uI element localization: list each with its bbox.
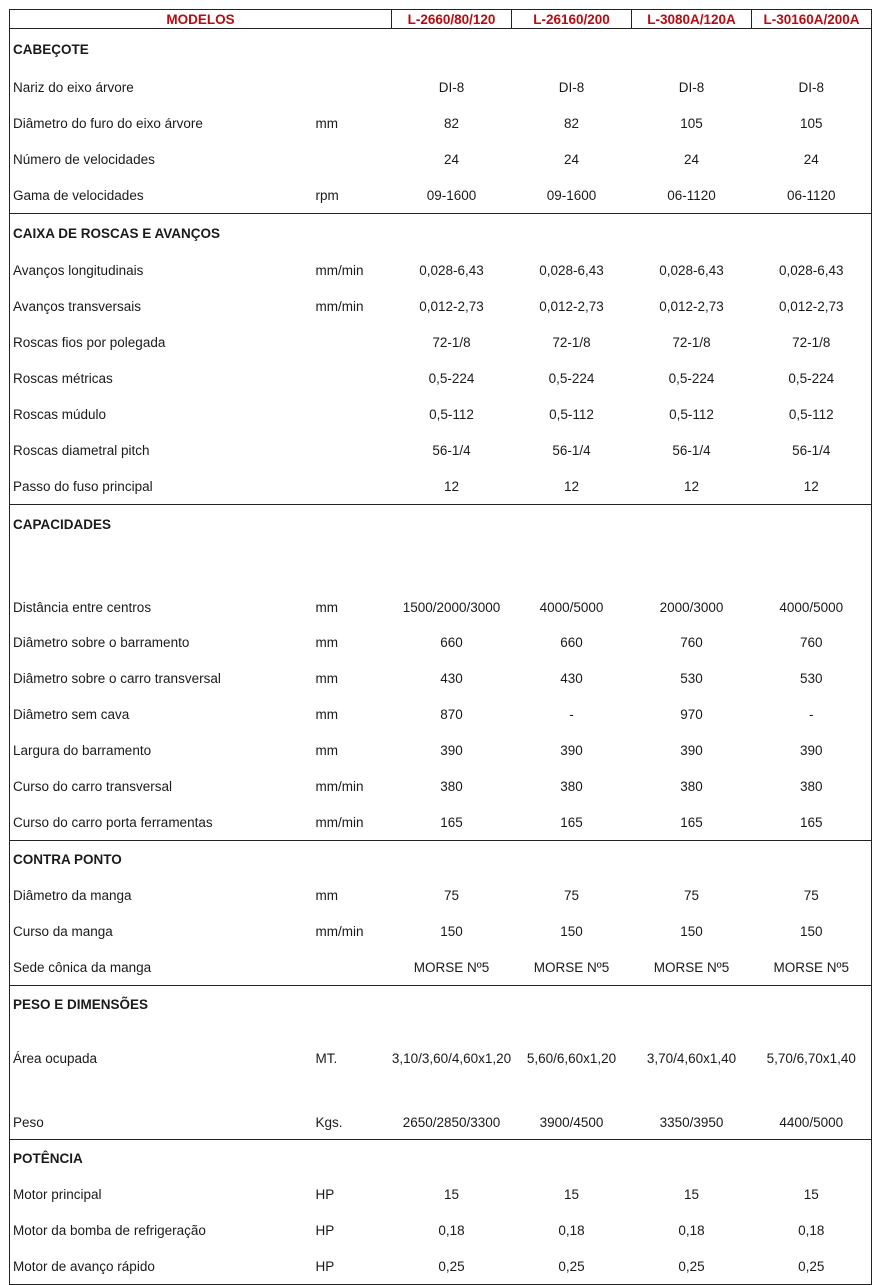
model-header: L-3080A/120A [632, 10, 752, 29]
spec-value: 870 [440, 706, 463, 722]
spec-value: 72-1/8 [552, 334, 591, 350]
spec-unit [312, 468, 392, 505]
spec-value: DI-8 [678, 79, 705, 95]
spec-value: 06-1120 [786, 187, 836, 203]
spec-row [10, 177, 872, 214]
spec-value: 1500/2000/3000 [402, 600, 501, 615]
spec-unit: mm/min [315, 778, 364, 794]
spec-row [10, 804, 872, 841]
spec-value: 4000/5000 [539, 600, 604, 615]
spec-label: Diâmetro sobre o barramento [13, 634, 190, 650]
spec-row [10, 543, 872, 624]
spec-label: Área ocupada [13, 1050, 98, 1066]
spec-label: Peso [13, 1115, 44, 1130]
spec-value: 24 [564, 151, 580, 167]
spec-unit: mm [315, 600, 338, 615]
spec-value: 390 [440, 742, 463, 758]
model-header: L-26160/200 [512, 10, 632, 29]
spec-value: 56-1/4 [552, 442, 591, 458]
spec-value: 970 [680, 706, 703, 722]
spec-value: 75 [444, 887, 460, 903]
spec-value: 2000/3000 [659, 600, 724, 615]
section-header-row [10, 29, 872, 70]
spec-row [10, 768, 872, 804]
spec-value: 82 [444, 115, 460, 131]
spec-value: 430 [440, 670, 463, 686]
spec-label: Nariz do eixo árvore [13, 79, 134, 95]
spec-value: 430 [560, 670, 583, 686]
spec-value: 0,5-224 [428, 370, 475, 386]
spec-value: MORSE Nº5 [653, 959, 730, 975]
spec-row [10, 69, 872, 105]
spec-value: 0,5-112 [788, 406, 834, 422]
spec-value: 5,70/6,70x1,40 [766, 1050, 856, 1066]
model-header: L-2660/80/120 [392, 10, 512, 29]
spec-row [10, 913, 872, 949]
spec-label: Largura do barramento [13, 742, 152, 758]
spec-value: 0,18 [798, 1222, 825, 1238]
spec-unit: MT. [315, 1050, 338, 1066]
spec-row [10, 1094, 872, 1140]
spec-unit: mm/min [315, 814, 364, 830]
spec-value: 15 [444, 1186, 460, 1202]
spec-value: 380 [560, 778, 583, 794]
spec-label: Roscas diametral pitch [13, 442, 150, 458]
spec-label: Curso da manga [13, 923, 113, 939]
spec-row [10, 660, 872, 696]
spec-value: 390 [680, 742, 703, 758]
spec-value: 75 [803, 887, 819, 903]
spec-value: 12 [684, 478, 700, 494]
spec-label: Número de velocidades [13, 151, 155, 167]
spec-label: Curso do carro transversal [13, 778, 173, 794]
spec-unit: Kgs. [315, 1115, 343, 1130]
spec-value: 390 [560, 742, 583, 758]
spec-value: 15 [564, 1186, 580, 1202]
spec-row [10, 696, 872, 732]
spec-row [10, 1212, 872, 1248]
spec-value: 165 [680, 814, 703, 830]
spec-unit: mm/min [315, 262, 364, 278]
section-title: PESO E DIMENSÕES [10, 986, 872, 1023]
spec-value: 0,5-224 [668, 370, 715, 386]
spec-value: 75 [684, 887, 700, 903]
spec-value: 150 [560, 923, 583, 939]
spec-row [10, 396, 872, 432]
spec-row [10, 105, 872, 141]
spec-unit: mm [315, 706, 338, 722]
section-header-row [10, 214, 872, 253]
spec-value: 0,25 [798, 1258, 825, 1274]
spec-value: 4400/5000 [779, 1115, 844, 1130]
spec-body [10, 29, 872, 1285]
spec-value: 165 [560, 814, 583, 830]
spec-unit: rpm [315, 187, 339, 203]
spec-value: 56-1/4 [792, 442, 831, 458]
spec-unit [312, 949, 392, 986]
spec-row [10, 468, 872, 505]
spec-value: 0,18 [558, 1222, 585, 1238]
spec-table [9, 9, 872, 1285]
spec-unit [312, 69, 392, 105]
spec-value: 0,028-6,43 [659, 262, 724, 278]
spec-value: 24 [803, 151, 819, 167]
section-title: CONTRA PONTO [10, 841, 872, 878]
spec-value: 660 [440, 634, 463, 650]
spec-value: 24 [444, 151, 460, 167]
spec-row [10, 949, 872, 986]
spec-unit: mm [315, 115, 338, 131]
spec-value: 12 [564, 478, 580, 494]
spec-value: DI-8 [798, 79, 825, 95]
spec-label: Diâmetro sem cava [13, 706, 130, 722]
spec-value: 0,012-2,73 [659, 298, 724, 314]
spec-value: 380 [440, 778, 463, 794]
spec-unit: HP [315, 1258, 335, 1274]
spec-value: 09-1600 [546, 187, 597, 203]
spec-unit: mm [315, 742, 338, 758]
spec-label: Diâmetro da manga [13, 887, 132, 903]
spec-unit: mm/min [315, 923, 364, 939]
spec-value: 24 [684, 151, 700, 167]
spec-value: 82 [564, 115, 580, 131]
spec-value: 06-1120 [667, 187, 716, 203]
spec-value: 530 [800, 670, 823, 686]
spec-value: 380 [800, 778, 823, 794]
spec-label: Roscas múdulo [13, 406, 107, 422]
spec-label: Sede cônica da manga [13, 959, 152, 975]
spec-value: 0,5-224 [548, 370, 595, 386]
spec-unit: mm [315, 887, 338, 903]
spec-label: Motor principal [13, 1186, 102, 1202]
section-header-row [10, 986, 872, 1023]
spec-label: Avanços transversais [13, 298, 142, 314]
spec-value: 150 [680, 923, 703, 939]
section-title: CAPACIDADES [10, 505, 872, 544]
spec-row [10, 288, 872, 324]
spec-value: 09-1600 [426, 187, 477, 203]
spec-value: 3,10/3,60/4,60x1,20 [391, 1050, 512, 1066]
spec-value: 530 [680, 670, 703, 686]
spec-label: Passo do fuso principal [13, 478, 153, 494]
spec-unit [312, 324, 392, 360]
spec-value: 390 [800, 742, 823, 758]
spec-value: 15 [684, 1186, 700, 1202]
spec-value: 0,5-112 [669, 406, 714, 422]
models-header: MODELOS [10, 10, 392, 29]
spec-value: 0,012-2,73 [419, 298, 484, 314]
section-header-row [10, 1140, 872, 1177]
spec-value: 0,25 [678, 1258, 705, 1274]
spec-value: 0,5-112 [549, 406, 594, 422]
spec-value: 0,028-6,43 [419, 262, 484, 278]
spec-unit: mm [315, 634, 338, 650]
section-header-row [10, 841, 872, 878]
spec-value: 150 [800, 923, 823, 939]
section-title: CABEÇOTE [13, 41, 89, 57]
spec-value: - [809, 706, 814, 722]
spec-value: MORSE Nº5 [533, 959, 610, 975]
spec-value: 72-1/8 [432, 334, 471, 350]
spec-value: 0,028-6,43 [778, 262, 844, 278]
spec-value: 0,012-2,73 [778, 298, 844, 314]
spec-value: 0,5-224 [788, 370, 835, 386]
spec-row [10, 252, 872, 288]
spec-value: 3900/4500 [539, 1115, 604, 1130]
spec-value: MORSE Nº5 [773, 959, 849, 975]
spec-unit: HP [315, 1186, 335, 1202]
spec-value: 0,25 [438, 1258, 465, 1274]
spec-unit [312, 141, 392, 177]
spec-value: 0,18 [678, 1222, 705, 1238]
spec-unit: mm [315, 670, 338, 686]
spec-value: 105 [680, 115, 703, 131]
spec-label: Motor de avanço rápido [13, 1258, 155, 1274]
spec-value: 105 [800, 115, 823, 131]
spec-value: 165 [800, 814, 823, 830]
spec-row [10, 1022, 872, 1094]
section-header-row [10, 505, 872, 544]
spec-value: 0,18 [438, 1222, 465, 1238]
spec-row [10, 1176, 872, 1212]
spec-unit: mm/min [315, 298, 364, 314]
section-title: CAIXA DE ROSCAS E AVANÇOS [10, 214, 872, 253]
model-header: L-30160A/200A [752, 10, 872, 29]
spec-unit [312, 360, 392, 396]
spec-unit: HP [315, 1222, 335, 1238]
spec-value: 15 [803, 1186, 819, 1202]
spec-label: Diâmetro do furo do eixo árvore [13, 115, 203, 131]
spec-value: DI-8 [438, 79, 465, 95]
spec-value: 56-1/4 [432, 442, 471, 458]
spec-value: DI-8 [558, 79, 585, 95]
spec-row [10, 432, 872, 468]
spec-value: 72-1/8 [792, 334, 831, 350]
spec-value: 56-1/4 [672, 442, 711, 458]
spec-row [10, 360, 872, 396]
spec-label: Avanços longitudinais [13, 262, 144, 278]
spec-row [10, 624, 872, 660]
spec-value: 150 [440, 923, 463, 939]
spec-value: 660 [560, 634, 583, 650]
spec-value: - [569, 706, 574, 722]
spec-value: 4000/5000 [779, 600, 844, 615]
section-title: POTÊNCIA [10, 1140, 872, 1177]
spec-value: 72-1/8 [672, 334, 711, 350]
spec-value: 380 [680, 778, 703, 794]
spec-value: 75 [564, 887, 580, 903]
spec-unit [312, 432, 392, 468]
spec-value: 0,5-112 [429, 406, 474, 422]
spec-label: Curso do carro porta ferramentas [13, 814, 213, 830]
spec-row [10, 732, 872, 768]
spec-value: 12 [803, 478, 819, 494]
spec-label: Motor da bomba de refrigeração [13, 1222, 206, 1238]
spec-value: 0,028-6,43 [539, 262, 604, 278]
spec-row [10, 877, 872, 913]
header-row [10, 10, 872, 29]
spec-label: Roscas métricas [13, 370, 113, 386]
spec-value: 5,60/6,60x1,20 [526, 1050, 617, 1066]
spec-value: 760 [800, 634, 823, 650]
spec-value: 12 [444, 478, 460, 494]
spec-unit [312, 396, 392, 432]
spec-label: Gama de velocidades [13, 187, 144, 203]
spec-row [10, 1248, 872, 1285]
spec-row [10, 141, 872, 177]
spec-row [10, 324, 872, 360]
spec-value: 3,70/4,60x1,40 [646, 1050, 737, 1066]
spec-value: 3350/3950 [659, 1115, 724, 1130]
spec-value: MORSE Nº5 [413, 959, 490, 975]
spec-value: 2650/2850/3300 [402, 1115, 501, 1130]
spec-label: Diâmetro sobre o carro transversal [13, 670, 221, 686]
spec-value: 165 [440, 814, 463, 830]
spec-label: Distância entre centros [13, 600, 152, 615]
spec-label: Roscas fios por polegada [13, 334, 166, 350]
spec-value: 0,012-2,73 [539, 298, 604, 314]
spec-value: 760 [680, 634, 703, 650]
spec-value: 0,25 [558, 1258, 585, 1274]
